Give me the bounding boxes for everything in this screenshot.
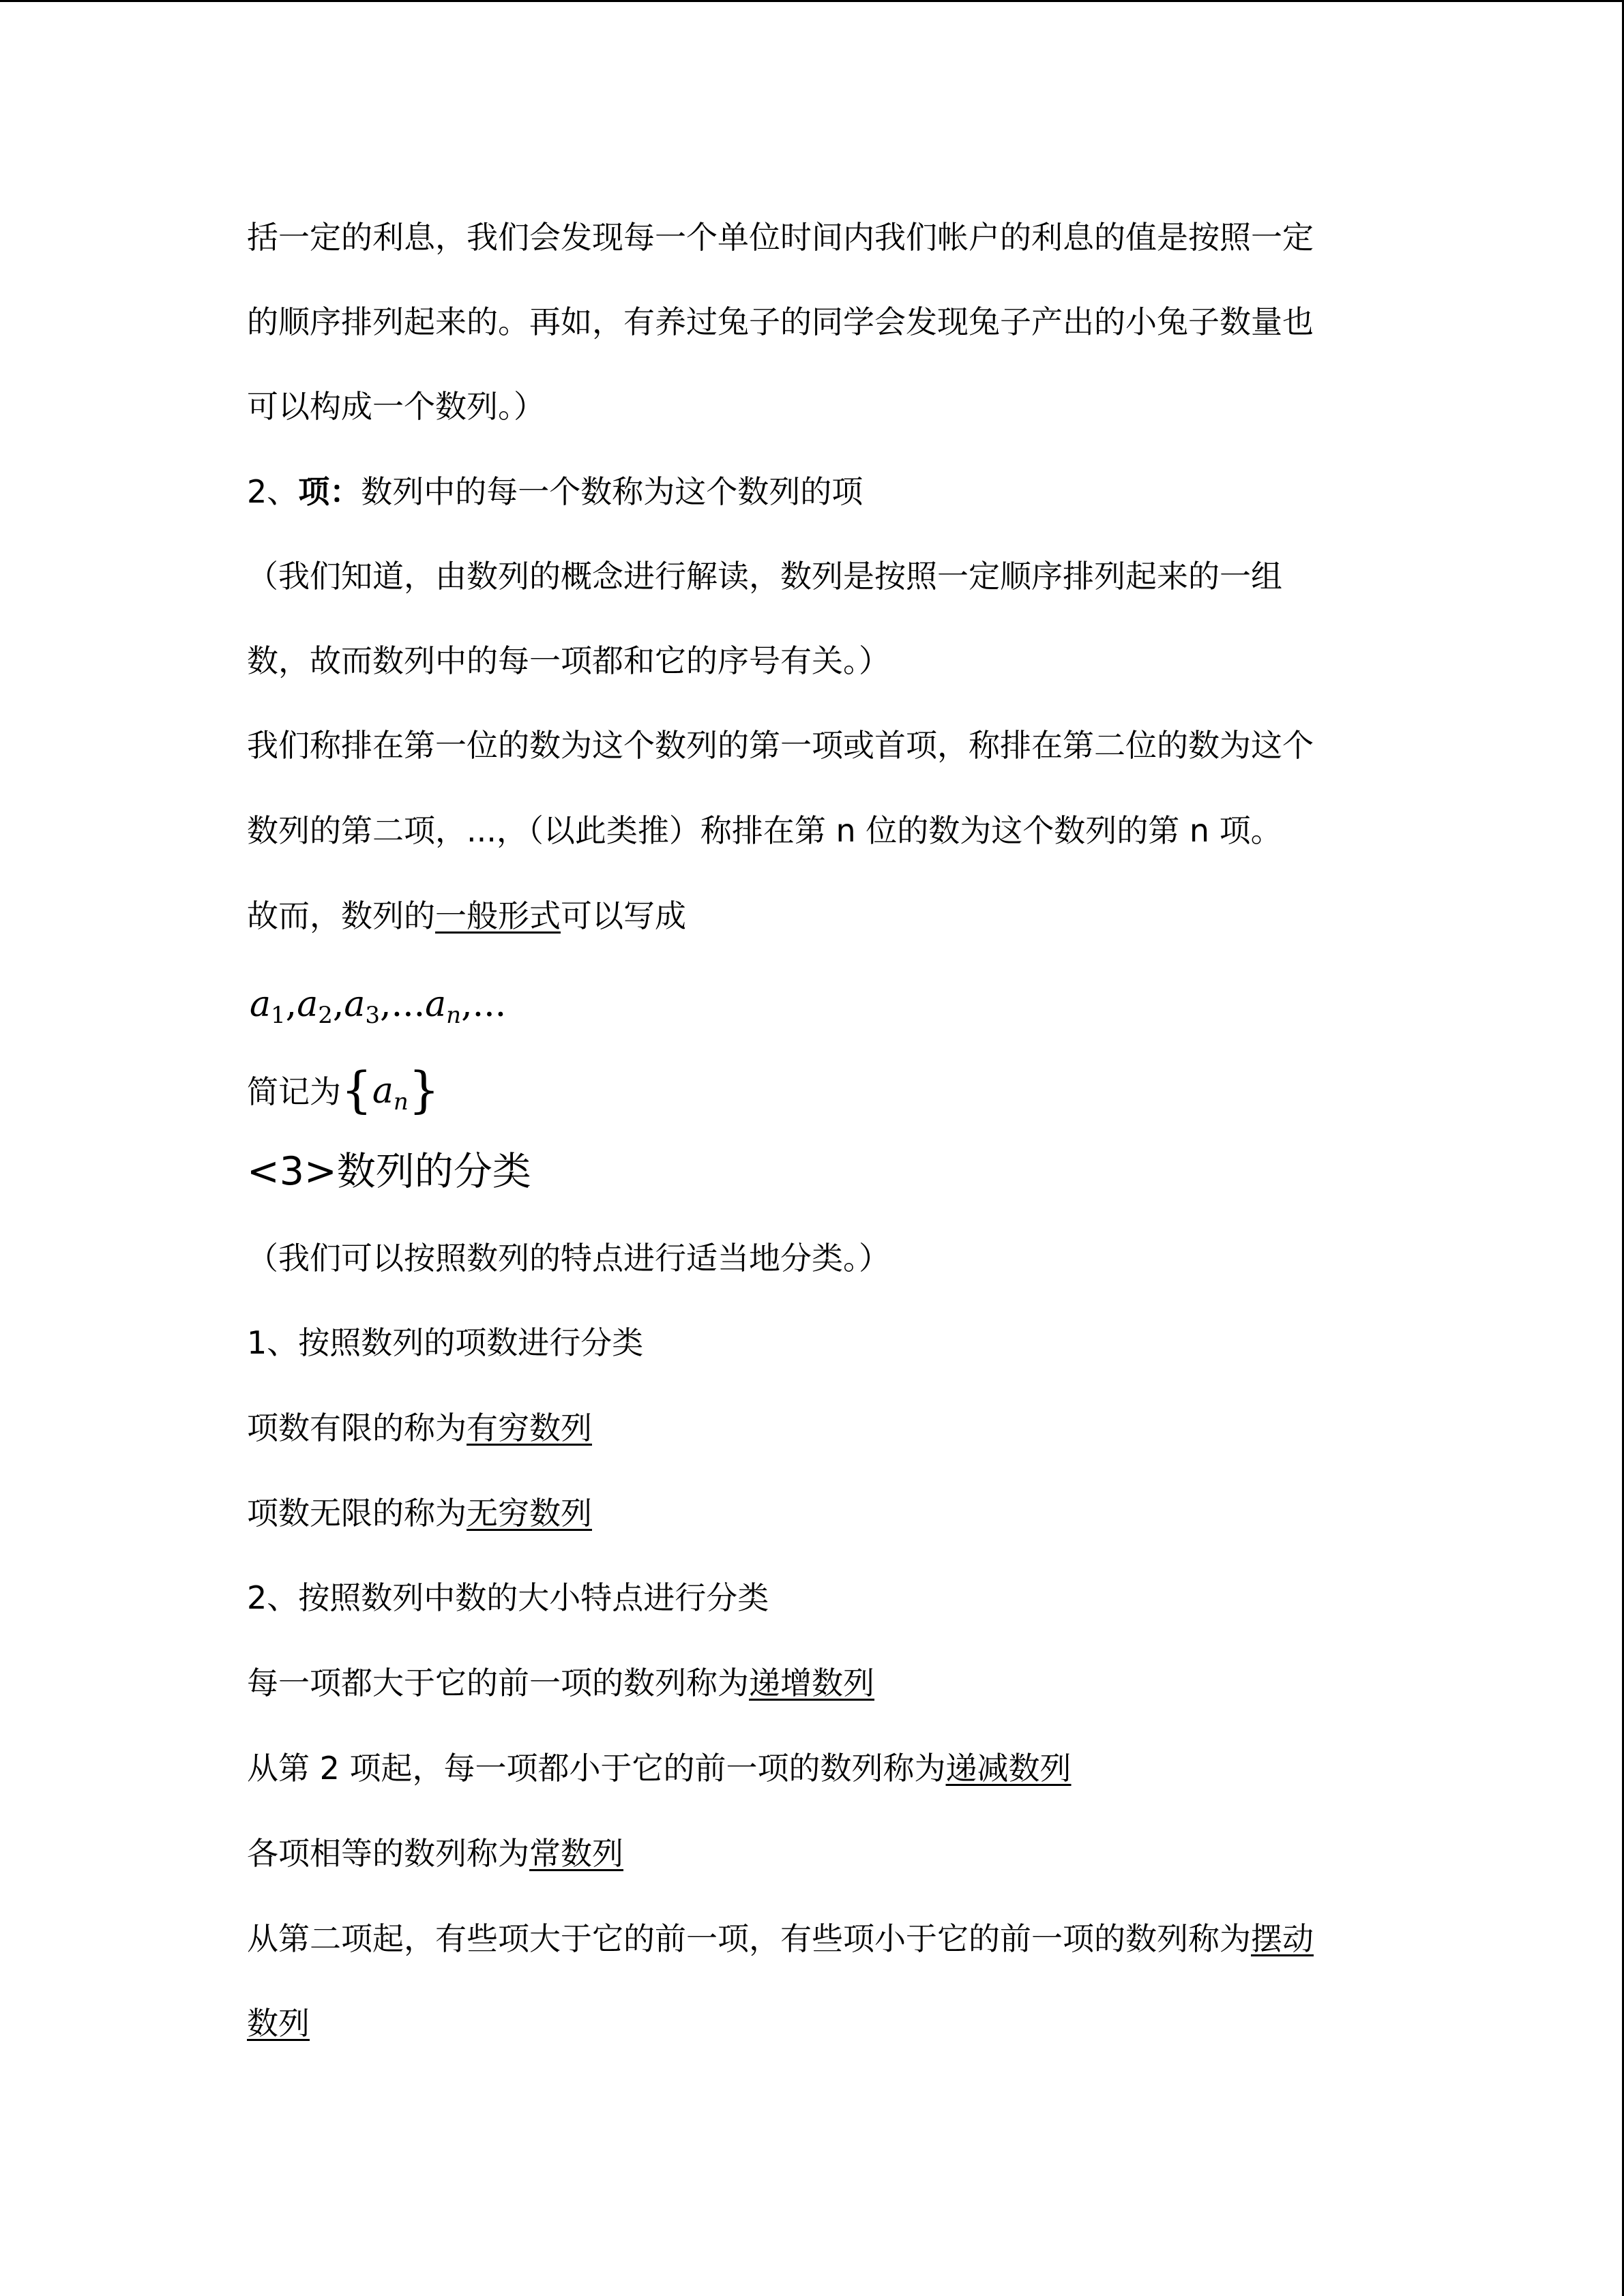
text: 1、按照数列的项数进行分类 — [247, 1324, 644, 1361]
term-label: 项： — [298, 473, 361, 510]
underlined-term: 摆动 — [1251, 1920, 1314, 1957]
math-sub: 3 — [365, 1002, 381, 1029]
text: 数，故而数列中的每一项都和它的序号有关。） — [247, 642, 890, 679]
math-var: a — [250, 984, 271, 1025]
paragraph-line — [247, 301, 1314, 342]
math-sep: , — [380, 984, 392, 1025]
text: 2、按照数列中数的大小特点进行分类 — [247, 1579, 769, 1616]
math-sub: n — [393, 1088, 409, 1116]
sequence-formula — [250, 984, 507, 1029]
underlined-term: 无穷数列 — [467, 1495, 592, 1532]
math-var: a — [344, 984, 366, 1025]
text: 从第二项起，有些项大于它的前一项，有些项小于它的前一项的数列称为 — [247, 1920, 1251, 1957]
underlined-term: 递增数列 — [749, 1665, 874, 1701]
paragraph-line — [247, 1407, 592, 1448]
paragraph-line — [247, 640, 890, 681]
text: 从第 2 项起，每一项都小于它的前一项的数列称为 — [247, 1750, 946, 1787]
definition-text: 数列中的每一个数称为这个数列的项 — [361, 473, 863, 510]
paragraph-line — [247, 1493, 592, 1534]
text: 可以写成 — [561, 897, 686, 934]
paragraph-line — [247, 556, 1282, 597]
math-sub: 2 — [318, 1002, 333, 1029]
text: （我们可以按照数列的特点进行适当地分类。） — [247, 1240, 890, 1277]
math-tail: ,... — [461, 984, 507, 1025]
list-number: 2、 — [247, 473, 299, 510]
underlined-term: 常数列 — [529, 1835, 623, 1872]
brace-close: } — [408, 1061, 440, 1118]
paragraph-line — [247, 1748, 1072, 1789]
text: 数列的第二项，...，（以此类推）称排在第 n 位的数为这个数列的第 n 项。 — [247, 812, 1282, 849]
text: 项数无限的称为 — [247, 1495, 467, 1532]
paragraph-line — [247, 2003, 310, 2044]
text: 的顺序排列起来的。再如，有养过兔子的同学会发现兔子产出的小兔子数量也 — [247, 303, 1314, 340]
paragraph-line — [247, 1238, 890, 1279]
text: （我们知道，由数列的概念进行解读，数列是按照一定顺序排列起来的一组 — [247, 558, 1282, 595]
heading-text: <3>数列的分类 — [247, 1149, 531, 1194]
shorthand-line — [247, 1061, 440, 1118]
math-sep: , — [285, 984, 297, 1025]
set-notation — [341, 1061, 440, 1118]
text: 项数有限的称为 — [247, 1410, 467, 1446]
math-dots: ... — [391, 984, 426, 1025]
brace-open: { — [341, 1061, 372, 1118]
paragraph-line — [247, 1833, 623, 1874]
math-var: a — [372, 1071, 394, 1112]
paragraph-line — [247, 1663, 874, 1703]
text: 括一定的利息，我们会发现每一个单位时间内我们帐户的利息的值是按照一定 — [247, 219, 1314, 256]
underlined-term: 有穷数列 — [467, 1410, 592, 1446]
section-heading — [247, 1148, 531, 1195]
underlined-term: 递减数列 — [945, 1750, 1072, 1787]
text: 每一项都大于它的前一项的数列称为 — [247, 1665, 749, 1701]
text: 简记为 — [247, 1073, 341, 1110]
list-heading — [247, 1577, 769, 1618]
definition-line-term — [247, 471, 863, 512]
paragraph-line — [247, 810, 1282, 851]
math-sub: 1 — [271, 1002, 286, 1029]
paragraph-line — [247, 725, 1314, 766]
paragraph-line — [247, 895, 686, 936]
text: 各项相等的数列称为 — [247, 1835, 529, 1872]
paragraph-line — [247, 217, 1314, 258]
underlined-term: 数列 — [247, 2005, 310, 2042]
math-var: a — [297, 984, 319, 1025]
paragraph-line — [247, 386, 545, 427]
math-var: a — [425, 984, 447, 1025]
math-sep: , — [332, 984, 344, 1025]
math-sub: n — [446, 1002, 462, 1029]
text: 我们称排在第一位的数为这个数列的第一项或首项，称排在第二位的数为这个 — [247, 727, 1314, 764]
text: 可以构成一个数列。） — [247, 388, 545, 425]
paragraph-line — [247, 1918, 1314, 1959]
list-heading — [247, 1322, 643, 1363]
text: 故而，数列的 — [247, 897, 435, 934]
underlined-term: 一般形式 — [435, 897, 561, 934]
